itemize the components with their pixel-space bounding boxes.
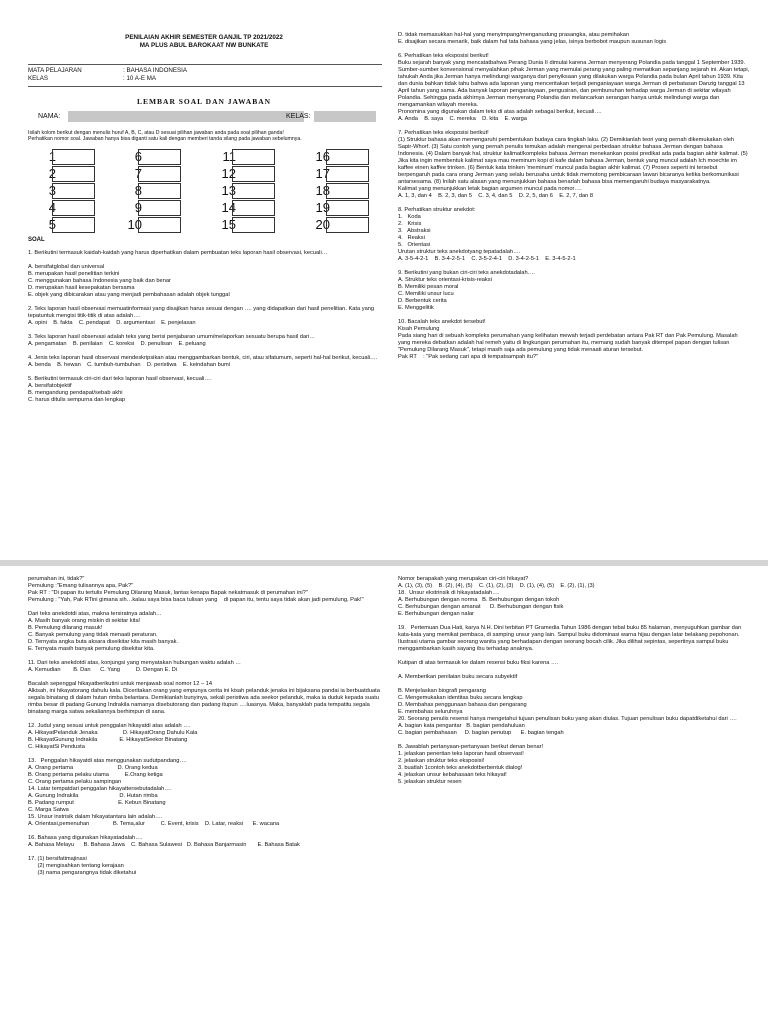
question-block: 1. Berikutini termasuk kaidah-kaidah yang harus diperhatikan dalam pembuatan teks laporan hasil observasi, kecuali… bbox=[28, 249, 328, 256]
answer-instructions bbox=[28, 130, 380, 143]
page1-right-column bbox=[398, 0, 750, 560]
answer-box[interactable] bbox=[232, 183, 275, 199]
answer-number: 20 bbox=[315, 216, 330, 232]
answer-box[interactable] bbox=[52, 217, 95, 233]
block-gap bbox=[398, 263, 750, 270]
class-field[interactable] bbox=[314, 111, 376, 122]
exam-header bbox=[28, 34, 380, 49]
block-gap bbox=[28, 348, 380, 355]
answer-number: 5 bbox=[48, 216, 56, 232]
block-gap bbox=[398, 737, 750, 744]
answer-number: 12 bbox=[221, 165, 236, 181]
instruction-2: Perhatikan nomor soal. Jawaban hanya bisa diganti satu kali dengan memberi tanda silang pada jawaban sebelumnya. bbox=[28, 136, 302, 143]
answer-box[interactable] bbox=[232, 166, 275, 182]
block-gap bbox=[28, 299, 380, 306]
answer-number: 1 bbox=[48, 148, 56, 164]
page2-left-questions bbox=[28, 576, 380, 884]
answer-box[interactable] bbox=[326, 217, 369, 233]
question-block: 2. Teks laporan hasil observasi memuatinformasi yang disajikan harus sesuai dengan …. yang didapatkan dari hasil penelitian. Kata yang tepatuntuk mengisi titik-titik di atas adalah…. A. opini B. fakta C. pendapat D. argumentasi E. penjelasan bbox=[28, 305, 375, 326]
answer-number: 7 bbox=[134, 165, 142, 181]
page1-left-questions bbox=[28, 250, 380, 411]
page1-right-questions bbox=[398, 32, 750, 368]
subject-value: : BAHASA INDONESIA bbox=[123, 67, 187, 74]
answer-number: 13 bbox=[221, 182, 236, 198]
block-gap bbox=[398, 200, 750, 207]
block-gap bbox=[398, 681, 750, 688]
answer-box[interactable] bbox=[52, 149, 95, 165]
meta-top-rule bbox=[28, 64, 382, 65]
block-gap bbox=[28, 877, 380, 884]
question-block: 5. Berikutini termasuk ciri-ciri dari teks laporan hasil observasi, kecuali…. A. bersifatobjektif B. mengandung pendapat/sebab akhi C. harus ditulis sempurna dan lengkap bbox=[28, 375, 212, 403]
question-block: 4. Jenis teks laporan hasil observasi mendeskripsikan atau menggambarkan bentuk, ciri, atau sifatumum, seperti hal-hal berikut, kecuali…. A. benda B. hewan C. tumbuh-tumbuhan D. peristiwa E. keindahan bumi bbox=[28, 354, 378, 368]
answer-number: 16 bbox=[315, 148, 330, 164]
page2-left-column bbox=[28, 566, 380, 1024]
block-gap bbox=[398, 46, 750, 53]
block-gap bbox=[28, 327, 380, 334]
question-block: B. Menjelaskan biografi pengarang C. Mengemukakan identitas buku secara lengkap D. Membahas penggunaan bahasa dan pengarang E. membahas seluruhnya 20. Seorang penulis resensi hanya mengetahui tujuan penulisan buku yang akan diulas. Tujuan penulisan buku dapatdiketahui dari …. A. bagian kata pengantar B. bagian pendahuluan C. bagian pembahasan D. bagian penutup E. bagian tengah bbox=[398, 688, 737, 736]
answer-box[interactable] bbox=[52, 200, 95, 216]
question-block: D. tidak memasukkan hal-hal yang menyimpang/menganudung prasangka, atau pemihakan E. disajikan secara menarik, baik dalam hal tata bahasa yang jelas, isinya berbobot maupun susunan logis bbox=[398, 32, 667, 45]
question-block: A. bersifatglobal dan universal B. merupakan hasil penelitian terkini C. menggunakan bahasa Indonesia yang baik dan benar D. merupakan hasil kesepakatan bersama E. objek yang dibicarakan atau yang menjadi pembahasan adalah objek tunggal bbox=[28, 263, 230, 298]
question-block: 7. Perhatikan teks eksposisi berikut! (1) Struktur bahasa akan memengaruhi pembentukan budaya cara tingkah laku. (2) Demikianlah teori yang pernah dikemukakan oleh Sapir-Whorf. (3) Satu contoh yang pernah penulis temukan adalah mengenai perbedaan struktur bahasa Jerman dengan bahasa Indonesia. (4) Dalam banyak hal, struktur kalimat/kompleks bahasa Jerman menekankan posisi predikat ada pada bagian akhir kalimat. (5) Jika kita ingin membentuk kalimat saya mau meminum kopi di kafe dalam bahasa Jerman, bentuk yang muncul adalah Ich moechte im kaffee einen kaffee trinken. (6) Bentuk kata trinken 'meminum' muncul pada bagian akhir kalimat. (7) Proses seperti ini tersebut berpengaruh pada cara orang Jerman yang selalu berusaha untuk tidak memotong pembicaraan lawan bicaranya ketika berkomunikasi antarsesama. (8) Inilah satu alasan yang menunjukkan bahasa benarlah bahasa bisa memengaruhi budaya masyarakatnya. Kalimat yang menunjukkan letak bagian argumen muncul pada nomor…. A. 1, 3, dan 4 B. 2, 3, dan 5 C. 3, 4, dan 5 D. 2, 5, dan 6 E. 2, 7, dan 8 bbox=[398, 130, 748, 199]
question-block: 13. Penggalan hikayatdi atas menggunakan sudutpandang…. A. Orang pertama D. Orang kedua B. Orang pertama pelaku utama E.Orang ketiga C. Orang pertama pelaku sampingan 14. Latar tempatdari penggalan hikayattersebutadalah…. A. Gunung Indrakila D. Hutan rimba B. Padang rumput E. Kebun Binatang C. Marga Satwa 15. Unsur instrisik dalam hikayatantara lain adalah…. A. Orientasi,pemenuhan B. Tema,alur C. Event, krisis D. Latar, reaksi E. wacana bbox=[28, 758, 280, 827]
answer-number: 10 bbox=[127, 216, 142, 232]
block-gap bbox=[28, 257, 380, 264]
block-gap bbox=[398, 361, 750, 368]
answer-box[interactable] bbox=[326, 166, 369, 182]
question-block: 12. Judul yang sesuai untuk penggalan hikayatdi atas adalah …. A. HikayatPelanduk Jenaka D. HikayatOrang Dahulu Kala B. HikayatGunung Indrakila E. HikayatSeekor Binatang C. HikayatSi Pendusta bbox=[28, 723, 198, 750]
block-gap bbox=[28, 716, 380, 723]
question-block: 19. Pertemuan Dua Hati, karya N.H. Dini terbitan PT Gramedia Tahun 1986 dengan tebal buku 85 halaman, menyuguhkan gambar dan kata-kata yang memikat pembaca, di samping unsur yang lain. Sampul buku didominasi warna hijau dengan latar belakang pepohonan. Ilustrasi utama gambar seorang wanita yang berhadapan dengan seorang bocah cilik. Jika dilihat sepintas, sepertinya sampul buku menggambarkan kasih sayang ibu terhadap anaknya. bbox=[398, 625, 743, 652]
question-block: Bacalah sepenggal hikayatberikutini untuk menjawab soal nomor 12 – 14 Alkisah, ini hikayatorang dahulu kala. Diceritakan orang yang empunya cerita ini kisah pelanduk jenaka ini bijaksana pandai ia berbuatduata segala binatang di dalam hutan rimba belantara. Demikianlah bunyinya, sekali peristiwa ada seekor pelanduk, maka ia duduk kepada suatu rimba besar di padang Gunung Indrakila namanya disebutorang dan padang itupun ….luasnya. Maka, banyaklah pada tempatitu segala binatang marga satwa sekaliannya berhimpun di sana. bbox=[28, 681, 380, 715]
answer-number: 18 bbox=[315, 182, 330, 198]
question-block: 11. Dari teks anekdotdi atas, konjungsi yang menyatakan hubungan waktu adalah … A. Kemudian B. Dan C. Yang D. Dengan E. Di bbox=[28, 660, 241, 673]
question-block: perumahan ini, tidak?" Pemulung :"Emang tulisannya apa, Pak?" Pak RT : "Di papan itu tertulis Pemulung Dilarang Masuk, lantas kenapa Bapak nekatmasuk di perumahan ini?" Pemulung : "Yah, Pak RTini gimana sih…kalau saya bisa baca tulisan yang di papan itu, tentu saya tidak akan jadi pemulung, Pak!" bbox=[28, 576, 364, 603]
page2-right-questions bbox=[398, 576, 750, 793]
answer-box[interactable] bbox=[232, 149, 275, 165]
block-gap bbox=[398, 123, 750, 130]
answer-number: 17 bbox=[315, 165, 330, 181]
answer-box[interactable] bbox=[138, 183, 181, 199]
header-line-1: PENILAIAN AKHIR SEMESTER GANJIL TP 2021/2022 bbox=[125, 34, 283, 41]
answer-box[interactable] bbox=[232, 217, 275, 233]
question-block: Dari teks anekdotdi atas, makna tersiratnya adalah… A. Masih banyak orang miskin di sekitar kita! B. Pemulung dilarang masuk! C. Banyak pemulung yang tidak menaati peraturan. D. Ternyata angka buta aksara diseikitar kita masih banyak. E. Ternyata masih banyak pemulung disekitar kita. bbox=[28, 611, 179, 652]
block-gap bbox=[398, 786, 750, 793]
answer-box[interactable] bbox=[138, 200, 181, 216]
question-block: 3. Teks laporan hasil observasi adalah teks yang berisi penjabaran umum/melaporkan sesuatu berupa hasil dari… A. pengamatan B. penilaian C. koreksi D. penulisan E. peluang bbox=[28, 333, 315, 347]
answer-box[interactable] bbox=[52, 183, 95, 199]
answer-number: 6 bbox=[134, 148, 142, 164]
answer-grid bbox=[28, 149, 380, 235]
block-gap bbox=[28, 604, 380, 611]
answer-box[interactable] bbox=[138, 149, 181, 165]
question-block: Kutipan di atas termasuk ke dalam resensi buku fiksi karena …. bbox=[398, 660, 559, 666]
instruction-1: Isilah kolom berikut dengan menulis huruf A, B, C, atau D sesuai pilihan jawaban anda pada soal pilihan ganda! bbox=[28, 129, 284, 136]
question-block: 9. Berikutini yang bukan ciri-ciri teks anekdotadalah…. A. Struktur teks orientasi-krisis-reaksi B. Memiliki pesan moral C. Memiliki unsur lucu D. Berbentuk cerita E. Menggelitik bbox=[398, 270, 535, 311]
soal-label: SOAL bbox=[28, 236, 45, 243]
block-gap bbox=[28, 653, 380, 660]
subject-key: MATA PELAJARAN bbox=[28, 67, 82, 74]
answer-number: 19 bbox=[315, 199, 330, 215]
question-block: B. Jawablah pertanyaan-pertanyaan berikut denan benar! 1. jelaskan penertian teks laporan hasil observasi! 2. jelaskan struktur teks eksposisi! 3. buatlah 1contoh teks anekdotberbentuk dialog! 4. jelaskan unsur kebahasaan teks hikayat! 5. jelaskan struktur resen bbox=[398, 744, 544, 785]
block-gap bbox=[28, 404, 380, 411]
header-line-2: MA PLUS ABUL BAROKAAT NW BUNKATE bbox=[139, 41, 269, 49]
page1-left-column bbox=[28, 0, 380, 560]
answer-number: 8 bbox=[134, 182, 142, 198]
question-block: 10. Bacalah teks anekdot tersebut! Kisah Pemulung Pada siang hari di sebuah kompleks perumahan yang kelihatan mewah terjadi perdebatan antara Pak RT dan Pak Pemulung. Masalah yang mereka debatkan adalah hal remeh yaitu di lingkungan perumahan itu, memang sudah banyak ditempel papan dengan tulisan "Pemulung Dilarang Masuk", tetapi masih saja ada pemulung yang tidak menaati aturan tersebut. Pak RT : "Pak sedang cari apa di tempatsampah itu?" bbox=[398, 319, 738, 360]
answer-box[interactable] bbox=[326, 183, 369, 199]
answer-number: 3 bbox=[48, 182, 56, 198]
answer-box[interactable] bbox=[52, 166, 95, 182]
answer-box[interactable] bbox=[232, 200, 275, 216]
exam-meta bbox=[28, 67, 380, 83]
answer-number: 2 bbox=[48, 165, 56, 181]
answer-number: 11 bbox=[222, 148, 236, 164]
block-gap bbox=[28, 369, 380, 376]
question-block: 8. Perhatikan struktur anekdot: 1. Koda 2. Krisis 3. Abstraksi 4. Reaksi 5. Orientasi Urutan struktur teks anekdotyang tepatadalah…. A. 3-5-4-2-1 B. 3-4-2-5-1 C. 3-5-2-4-1 D. 3-4-2-5-1 E. 3-4-5-2-1 bbox=[398, 207, 576, 262]
meta-bottom-rule bbox=[28, 86, 382, 87]
question-block: 6. Perhatikan teks eksposisi berikut! Buku sejarah banyak yang mencatatbahwa Perang Dunia II dimulai karena Jerman menyerang Polandia pada tanggal 1 September 1939. Sumber-sumber konvensional menyalahkan pihak Jerman yang memulai perang yang paling mematikan sepanjang sejarah ini. Akan tetapi, tahukah Anda jika Jerman hanya melindungi warganya dari penyiksaan yang dilakukan warga Polandia pada bulan April tahun 1939. Kita dan dunia bahkan tidak tahu bahwa ada laporan yang menceritakan terjadi penganiayaan warga Jerman di perbatasan Danzig tanggal 13 April tahun yang sama. Ada banyak laporan penganiayaan, pengusiran, dan pembunuhan terhadap warga Jerman di sekitar wilayah Polandia. Sehingga pada akhirnya Jerman menyerang Polandia dan melancarkan serangan hanya untuk melindungi warga dan mengamankan wilayah mereka. Pronomina yang digunakan dalam teks di atas adalah sebagai berikut, kecuali…. A. Anda B. saya C. mereka D. kita E. warga bbox=[398, 53, 750, 122]
block-gap bbox=[398, 312, 750, 319]
class-key: KELAS bbox=[28, 74, 48, 82]
block-gap bbox=[28, 828, 380, 835]
page2-right-column bbox=[398, 566, 750, 1024]
question-block: A. Memberikan penilaian buku secara subyektif bbox=[398, 674, 518, 680]
answer-number: 14 bbox=[221, 199, 236, 215]
question-block: 17. (1) bersifatimajinasi (2) mengisahkan tentang kerajaan (3) nama pengarangnya tidak diketahui bbox=[28, 856, 137, 876]
name-row bbox=[28, 110, 380, 126]
answer-box[interactable] bbox=[326, 149, 369, 165]
answer-box[interactable] bbox=[326, 200, 369, 216]
class-label: KELAS: bbox=[286, 112, 311, 120]
answer-number: 9 bbox=[134, 199, 142, 215]
question-block: 16. Bahasa yang digunakan hikayatadalah…. A. Bahasa Melayu B. Bahasa Jawa C. Bahasa Sulawesi D. Bahasa Banjarmasin E. Bahasa Batak bbox=[28, 835, 300, 848]
class-value: : 10 A-E MA bbox=[123, 74, 157, 82]
answer-number: 15 bbox=[221, 216, 236, 232]
name-label: NAMA: bbox=[38, 112, 61, 120]
block-gap bbox=[28, 849, 380, 856]
block-gap bbox=[398, 618, 750, 625]
block-gap bbox=[398, 667, 750, 674]
block-gap bbox=[28, 751, 380, 758]
question-block: Nomor berapakah yang merupakan ciri-ciri hikayat? A. (1), (3), (5) B. (2), (4), (5) C. (1), (2), (3) D. (1), (4), (5) E. (2), (1), (3) 18. Unsur ekstrinsik di hikayatadalah…. A. Berhubungan dengan norma B. Berhubungan dengan tokoh C. Berhubungan dengan amanat D. Berhubungan dengan fisik E. Berhubungan dengan nalar bbox=[398, 576, 595, 617]
block-gap bbox=[28, 674, 380, 681]
answer-box[interactable] bbox=[138, 217, 181, 233]
name-field[interactable] bbox=[68, 111, 304, 122]
exam-page-2 bbox=[0, 566, 768, 1024]
answer-sheet-title: LEMBAR SOAL DAN JAWABAN bbox=[136, 96, 272, 106]
answer-box[interactable] bbox=[138, 166, 181, 182]
block-gap bbox=[398, 653, 750, 660]
answer-number: 4 bbox=[48, 199, 56, 215]
